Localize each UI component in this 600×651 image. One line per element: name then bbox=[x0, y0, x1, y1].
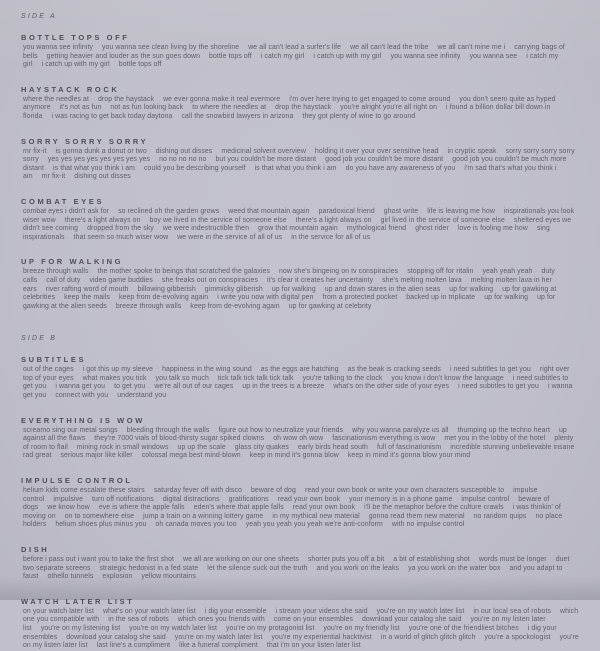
song-lyrics bbox=[21, 208, 579, 242]
lyric-phrase: what's on the other side of your eyes bbox=[333, 383, 450, 391]
lyric-phrase: i was thinkin' of moving on bbox=[23, 504, 561, 520]
lyric-phrase: incredible stunning unbelievable insane rad great bbox=[23, 443, 575, 460]
lyric-phrase: i dig your ensembles bbox=[23, 624, 557, 641]
lyric-phrase: bleeding through the walls bbox=[126, 426, 210, 434]
lyric-phrase: gratifications bbox=[228, 495, 269, 503]
lyric-phrase: do you have any awareness of you bbox=[345, 164, 456, 172]
lyric-phrase: shorter puts you off a bit bbox=[307, 556, 385, 563]
lyric-phrase: what's on your watch later list bbox=[102, 607, 196, 615]
lyric-phrase: up for gawking at celebrity bbox=[288, 302, 372, 310]
lyric-phrase: no no no no no bbox=[159, 156, 207, 164]
lyric-phrase: is that what you think i am bbox=[53, 164, 135, 172]
song-section bbox=[21, 137, 579, 182]
song-title: EVERYTHING IS WOW bbox=[21, 415, 145, 425]
lyric-phrase: inspirationals you look wiser wow bbox=[23, 207, 575, 224]
lyric-phrase: sorry sorry sorry sorry sorry bbox=[23, 147, 575, 164]
lyric-phrase: and you adapt to faust bbox=[23, 564, 563, 581]
lyric-phrase: met you in the lobby of the hotel bbox=[444, 435, 546, 443]
song-lyrics bbox=[21, 608, 579, 651]
lyric-phrase: beware of dog bbox=[250, 487, 296, 495]
lyric-phrase: on your watch later list bbox=[23, 607, 94, 615]
side-label: SIDE A bbox=[21, 13, 57, 20]
lyric-phrase: i wanna get you bbox=[55, 383, 106, 391]
lyric-phrase: is that what you think i am bbox=[254, 164, 337, 172]
lyric-phrase: what makes you tick bbox=[82, 374, 147, 382]
song-lyrics bbox=[21, 96, 579, 122]
song-section bbox=[21, 545, 579, 582]
song-section bbox=[21, 416, 579, 461]
lyric-phrase: we all can't lead the tribe bbox=[350, 44, 429, 51]
lyric-phrase: i write you now with digital pen bbox=[217, 294, 314, 302]
song-section bbox=[21, 257, 579, 311]
lyric-phrase: the mother spoke to beings that scratched the galaxies bbox=[97, 268, 271, 276]
lyric-phrase: i need subtitles to get you bbox=[23, 374, 569, 391]
lyric-phrase: come on your ensembles bbox=[273, 616, 353, 624]
lyric-phrase: we were indestructible then bbox=[162, 225, 250, 233]
lyric-phrase: to where the needles at bbox=[192, 104, 267, 112]
lyric-phrase: up in the trees is a breeze bbox=[242, 383, 325, 391]
lyric-phrase: you wanna see infinity bbox=[390, 52, 461, 60]
lyric-phrase: you're on my protagonist list bbox=[226, 624, 315, 632]
lyric-phrase: that seem so much wiser wow bbox=[73, 233, 169, 241]
lyric-phrase: you're alright you're all right on bbox=[340, 104, 438, 112]
lyric-phrase: serious major like killer bbox=[60, 452, 133, 460]
lyric-phrase: in a world of glitch glitch glitch bbox=[380, 633, 476, 641]
lyric-phrase: thumping up the techno heart bbox=[457, 426, 550, 434]
lyric-phrase: mythological friend bbox=[346, 225, 407, 233]
lyric-phrase: keep from de-evolving again bbox=[190, 302, 280, 310]
song-section bbox=[21, 197, 579, 242]
lyric-phrase: right over top of your eyes bbox=[23, 366, 570, 382]
lyric-phrase: in the sea of robots bbox=[108, 616, 169, 624]
lyric-phrase: as the eggs are hatching bbox=[260, 366, 339, 374]
song-title: WATCH LATER LIST bbox=[21, 596, 135, 606]
lyric-phrase: mr fix-it bbox=[23, 147, 47, 155]
lyric-phrase: let the silence suck out the truth bbox=[207, 564, 308, 572]
lyric-phrase: life is leaving me how bbox=[427, 207, 495, 215]
lyric-phrase: screamo sing our metal songs bbox=[23, 426, 118, 434]
lyric-phrase: from a protected pocket bbox=[322, 294, 398, 302]
lyric-phrase: no random quips bbox=[473, 512, 527, 520]
lyric-phrase: you know i don't know the language bbox=[391, 374, 504, 382]
lyric-phrase: yeah yeah yeah bbox=[482, 268, 533, 276]
lyric-phrase: duet two separate screens bbox=[23, 556, 570, 572]
lyric-phrase: it's clear it creates her uncertainty bbox=[267, 276, 374, 284]
song-lyrics bbox=[21, 268, 579, 311]
lyric-phrase: ghost rider bbox=[415, 225, 449, 233]
lyric-phrase: i catch up with my girl bbox=[313, 52, 382, 60]
lyric-phrase: video game buddies bbox=[89, 276, 153, 284]
lyric-phrase: good job you couldn't be much more distant bbox=[23, 156, 567, 172]
lyric-phrase: medicinal solvent overview bbox=[221, 147, 306, 155]
lyric-phrase: we're all out of our cages bbox=[154, 383, 234, 391]
lyric-phrase: jump a train on a winning lottery game bbox=[143, 512, 264, 520]
lyric-phrase: othello tunnels bbox=[47, 573, 94, 581]
lyric-phrase: which ones you friends with bbox=[177, 616, 265, 624]
lyric-phrase: connect with you bbox=[55, 392, 109, 400]
lyric-phrase: you're on my watch later list bbox=[129, 624, 217, 632]
lyric-phrase: you're on my friendly list bbox=[323, 624, 400, 632]
lyric-phrase: keep in mind it's gonna blow your mind bbox=[347, 452, 471, 460]
lyric-phrase: figure out how to neutralize your friends bbox=[218, 426, 344, 434]
lyric-phrase: now she's bingeing on tv conspiracies bbox=[279, 268, 399, 276]
lyric-phrase: sheltered eyes we didn't see coming bbox=[23, 216, 572, 233]
lyric-phrase: billowing gibberish bbox=[137, 285, 196, 293]
lyric-phrase: paradoxical friend bbox=[318, 207, 375, 215]
lyric-phrase: saturday fever off with disco bbox=[153, 487, 242, 495]
lyric-phrase: before i pass out i want you to take the first shot bbox=[23, 556, 175, 563]
lyric-phrase: like a funeral compliment bbox=[179, 642, 258, 650]
lyric-phrase: no place holders bbox=[23, 512, 563, 529]
lyric-phrase: you're on my watch later list bbox=[376, 607, 465, 615]
song-lyrics bbox=[21, 427, 579, 461]
lyric-phrase: where the needles at bbox=[23, 95, 89, 103]
song-title: DISH bbox=[21, 545, 50, 554]
lyric-phrase: breeze through walls bbox=[115, 302, 182, 310]
lyric-phrase: oh canada moves you too bbox=[155, 521, 237, 529]
lyric-phrase: i'm sad that's what you think i am bbox=[23, 164, 557, 181]
lyric-phrase: river rafting word of mouth bbox=[45, 285, 129, 293]
lyric-phrase: call of duty bbox=[46, 276, 81, 284]
song-lyrics bbox=[21, 556, 579, 582]
lyric-phrase: she freaks out on conspiracies bbox=[161, 276, 258, 284]
lyric-phrase: you're on my watch later list bbox=[174, 633, 263, 641]
lyric-phrase: we were in the service of all of us bbox=[177, 233, 283, 241]
lyric-phrase: read your own book or write your own characters susceptible to bbox=[304, 487, 505, 495]
song-title: COMBAT EYES bbox=[21, 196, 105, 206]
lyric-phrase: mining rock in small windows bbox=[76, 443, 169, 451]
lyric-phrase: call the snowbird lawyers in arizona bbox=[181, 112, 294, 120]
lyric-phrase: gimmicky gliberish bbox=[204, 285, 263, 293]
lyric-phrase: melting molten lava in her ears bbox=[23, 276, 552, 293]
lyric-phrase: you talk so much bbox=[155, 374, 209, 382]
lyric-phrase: we ever gonna make it real evermore bbox=[163, 95, 281, 103]
lyric-phrase: we all are working on our one sheets bbox=[183, 556, 299, 563]
lyric-phrase: keep the mails bbox=[64, 294, 110, 302]
lyric-phrase: in cryptic speak bbox=[447, 147, 497, 155]
lyric-phrase: yellow mountains bbox=[141, 573, 196, 581]
lyric-phrase: eve is where the apple falls bbox=[98, 504, 185, 512]
lyric-phrase: duty calls bbox=[23, 268, 555, 284]
lyric-phrase: they're 7000 vials of blood-thirsty sugar spiked clowns bbox=[94, 435, 265, 443]
lyric-phrase: as the beak is cracking seeds bbox=[347, 366, 441, 374]
lyric-phrase: why you wanna paralyze us all bbox=[352, 426, 449, 434]
lyric-phrase: she's melting molten lava bbox=[382, 276, 462, 284]
lyric-phrase: up for walking bbox=[271, 285, 316, 293]
song-title: UP FOR WALKING bbox=[21, 257, 124, 267]
lyric-phrase: in the service for all of us bbox=[291, 233, 371, 241]
lyric-phrase: combat eyes i didn't ask for bbox=[23, 207, 110, 215]
lyric-phrase: they got plenty of wine to go around bbox=[302, 112, 416, 120]
lyric-phrase: getting heavier and louder as the sun goes down bbox=[46, 52, 201, 60]
lyric-phrase: i catch my girl bbox=[260, 52, 305, 60]
lyric-phrase: up for walking bbox=[449, 285, 494, 293]
lyric-phrase: i was racing to get back today daytona bbox=[51, 112, 173, 120]
lyric-phrase: so reclined oh the garden grows bbox=[118, 207, 220, 215]
lyric-phrase: colossal mega best mind-blown bbox=[141, 452, 241, 460]
lyric-phrase: dishing out disses bbox=[74, 173, 131, 181]
lyric-phrase: that i'm on your listen later list bbox=[266, 642, 361, 650]
lyric-phrase: beware of dogs bbox=[23, 495, 550, 512]
lyric-phrase: up against all the flaws bbox=[23, 426, 567, 443]
lyric-phrase: up for gawking at celebrities bbox=[23, 285, 557, 302]
song-title: SUBTITLES bbox=[21, 355, 87, 365]
lyric-phrase: grow that mountain again bbox=[258, 225, 338, 233]
song-title: HAYSTACK ROCK bbox=[21, 84, 120, 94]
song-lyrics bbox=[21, 148, 579, 182]
lyric-phrase: happiness in the wing sound bbox=[162, 366, 252, 374]
lyric-phrase: gonna read them new material bbox=[368, 512, 465, 520]
lyric-phrase: could you be describing yourself bbox=[144, 164, 246, 172]
lyric-phrase: you're a spockologist bbox=[484, 633, 551, 641]
lyric-phrase: you're on my listen later list bbox=[23, 633, 579, 650]
lyric-phrase: girl lived in the service of someone else bbox=[380, 216, 505, 224]
lyric-phrase: i catch up with my girl bbox=[41, 61, 110, 69]
lyric-phrase: mr fix-it bbox=[41, 173, 66, 181]
lyric-phrase: in our local sea of robots bbox=[473, 607, 552, 615]
lyric-phrase: glass city quakes bbox=[234, 443, 289, 451]
lyric-phrase: words must be longer bbox=[478, 556, 547, 563]
lyric-phrase: carrying bags of bells bbox=[23, 44, 565, 60]
lyric-phrase: i need subtitles to get you bbox=[458, 383, 539, 391]
lyric-phrase: bottle tops off bbox=[209, 52, 252, 60]
lyric-phrase: love is fooling me how bbox=[457, 225, 528, 233]
lyric-phrase: drop the haystack bbox=[275, 104, 332, 112]
lyric-phrase: i found a billion dollar bill down in florida bbox=[23, 104, 551, 120]
lyric-phrase: i wanna get you bbox=[23, 383, 573, 400]
lyric-phrase: dishing out disses bbox=[155, 147, 213, 155]
lyric-phrase: dropped from the sky bbox=[87, 225, 154, 233]
lyric-phrase: breeze through walls bbox=[23, 268, 89, 276]
lyric-phrase: fascinationism everything is wow bbox=[332, 435, 436, 443]
lyric-phrase: ya you work on the water box bbox=[408, 564, 501, 572]
lyric-phrase: last line's a compliment bbox=[96, 642, 171, 650]
lyric-phrase: which one you compatible with bbox=[23, 607, 579, 624]
lyric-phrase: early birds head south bbox=[297, 443, 368, 451]
lyric-phrase: up for walking bbox=[484, 294, 529, 302]
lyric-phrase: backed up in triplicate bbox=[406, 294, 476, 302]
lyric-phrase: impulse control bbox=[23, 487, 538, 503]
lyric-phrase: i'm over here trying to get engaged to come around bbox=[289, 95, 451, 103]
lyric-phrase: i need subtitles to get you bbox=[449, 366, 531, 374]
lyric-phrase: up and down stares in the alien seas bbox=[324, 285, 441, 293]
lyric-phrase: read your own book bbox=[277, 495, 341, 503]
lyric-phrase: i catch my girl bbox=[23, 52, 559, 69]
lyric-phrase: read your own book bbox=[292, 504, 356, 512]
lyric-phrase: we all can't mine me i bbox=[437, 44, 506, 51]
song-section bbox=[21, 597, 579, 651]
lyric-phrase: we know how bbox=[47, 504, 90, 512]
lyric-phrase: good job you couldn't be more distant bbox=[325, 156, 444, 164]
lyric-phrase: you're on my listening list bbox=[40, 624, 121, 632]
lyric-phrase: i dig your ensemble bbox=[204, 607, 267, 615]
lyric-phrase: we all can't lead a surfer's life bbox=[248, 44, 342, 51]
song-title: IMPULSE CONTROL bbox=[21, 476, 133, 486]
lyric-phrase: out of the cages bbox=[23, 366, 74, 374]
lyric-phrase: not as fun looking back bbox=[110, 104, 184, 112]
lyric-phrase: your memory is in a phone game bbox=[349, 495, 453, 503]
lyric-phrase: download your catalog she said bbox=[362, 616, 462, 624]
lyric-phrase: you wanna see bbox=[469, 52, 518, 60]
lyric-phrase: keep from de-evolving again bbox=[118, 294, 209, 302]
lyric-phrase: it's not as fun bbox=[59, 104, 102, 112]
lyric-phrase: eden's where that apple falls bbox=[193, 504, 284, 512]
lyric-phrase: and you work on the leaks bbox=[316, 564, 400, 572]
lyric-phrase: you wanna see clean living by the shoreline bbox=[102, 44, 240, 51]
song-lyrics bbox=[21, 487, 579, 530]
lyric-phrase: yeah you yeah you yeah we're anti-conform bbox=[245, 521, 383, 529]
song-section bbox=[21, 85, 579, 122]
lyric-phrase: up up the scale bbox=[177, 443, 226, 451]
lyric-phrase: in my mythical new material bbox=[272, 512, 360, 520]
lyric-phrase: you're on my listen later list bbox=[23, 616, 546, 632]
lyric-phrase: yes yes yes yes yes yes yes yes bbox=[47, 156, 151, 164]
lyric-phrase: you're one of the friendliest bitches bbox=[408, 624, 519, 632]
song-section bbox=[21, 33, 579, 70]
lyric-phrase: stopping off for ritalin bbox=[407, 268, 474, 276]
lyric-phrase: tick talk tick talk tick talk bbox=[217, 374, 294, 382]
song-section bbox=[21, 476, 579, 530]
lyric-phrase: boy we lived in the service of someone else bbox=[149, 216, 287, 224]
lyric-phrase: i'll be the metaphor before the culture crawls bbox=[364, 504, 504, 512]
lyric-phrase: explosion bbox=[102, 573, 133, 581]
lyric-phrase: strategic hedonist in a fed state bbox=[99, 564, 199, 572]
lyric-phrase: sing inspirationals bbox=[23, 225, 550, 241]
lyric-phrase: download your catalog she said bbox=[66, 633, 166, 641]
lyric-phrase: ghost write bbox=[383, 207, 419, 215]
lyric-phrase: turn off notifications bbox=[92, 495, 154, 503]
lyric-phrase: you don't seem quite as hyped anymore bbox=[23, 95, 556, 112]
lyric-phrase: i got this up my sleeve bbox=[82, 366, 154, 374]
lyric-phrase: impulsive bbox=[53, 495, 84, 503]
song-title: BOTTLE TOPS OFF bbox=[21, 33, 130, 42]
lyric-phrase: impulse control bbox=[461, 495, 510, 503]
lyric-phrase: to get you bbox=[114, 383, 146, 391]
lyric-phrase: keep in mind it's gonna blow bbox=[249, 452, 339, 460]
lyric-phrase: full of fascinationism bbox=[376, 443, 442, 451]
lyric-phrase: you're talking to the clock bbox=[302, 374, 383, 382]
lyric-phrase: plenty of room to flail bbox=[23, 435, 574, 451]
song-lyrics bbox=[21, 366, 579, 400]
lyric-phrase: you're my experiential hacktivist bbox=[271, 633, 372, 641]
lyric-phrase: there's a light always on bbox=[295, 216, 372, 224]
lyric-phrase: up for gawking at the alien seeds bbox=[23, 294, 556, 310]
lyric-phrase: drop the haystack bbox=[97, 95, 155, 103]
lyric-phrase: but you couldn't be more distant bbox=[215, 156, 317, 164]
song-title: SORRY SORRY SORRY bbox=[21, 136, 149, 146]
lyric-phrase: holding it over your over sensitive head bbox=[314, 147, 439, 155]
lyric-phrase: oh wow oh wow bbox=[273, 435, 324, 443]
lyric-phrase: on to somewhere else bbox=[64, 512, 135, 520]
lyric-phrase: i stream your videos she said bbox=[275, 607, 368, 615]
lyric-phrase: a bit of establishing shot bbox=[393, 556, 470, 563]
lyric-phrase: with no impulse control bbox=[391, 521, 465, 529]
lyric-phrase: weed that mountain again bbox=[228, 207, 310, 215]
song-section bbox=[21, 355, 579, 400]
lyric-phrase: helium shoes plus minus you bbox=[55, 521, 147, 529]
lyric-phrase: digital distractions bbox=[162, 495, 220, 503]
lyric-phrase: there's a light always on bbox=[64, 216, 141, 224]
song-lyrics bbox=[21, 44, 579, 70]
lyric-phrase: you wanna see infinity bbox=[23, 44, 93, 51]
lyric-phrase: bottle tops off bbox=[118, 61, 162, 69]
lyric-phrase: understand you bbox=[117, 392, 167, 400]
side-label: SIDE B bbox=[21, 335, 58, 343]
lyric-phrase: helium kids come escalate these stairs bbox=[23, 487, 145, 495]
lyric-phrase: is gonna dunk a donut or two bbox=[55, 147, 147, 155]
